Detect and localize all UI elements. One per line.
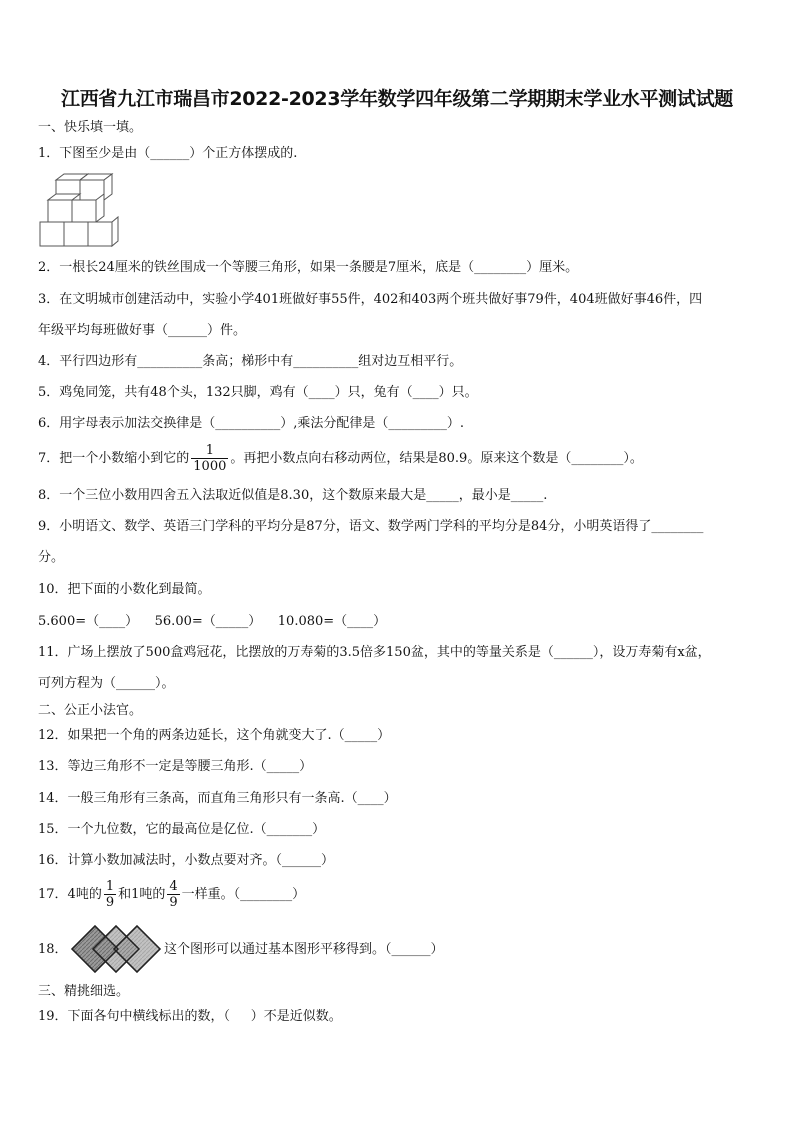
question-12: 12．如果把一个角的两条边延长，这个角就变大了.（_____） — [38, 728, 391, 743]
question-18-text: 这个图形可以通过基本图形平移得到。（______） — [164, 942, 444, 957]
fraction-numerator: 1 — [105, 879, 115, 894]
fraction-denominator: 9 — [105, 895, 115, 910]
question-16: 16．计算小数加减法时，小数点要对齐。（______） — [38, 853, 335, 868]
fraction-one-ninth — [104, 879, 116, 910]
question-18-number: 18． — [38, 942, 68, 957]
page-title: 江西省九江市瑞昌市2022-2023学年数学四年级第二学期期末学业水平测试试题 — [61, 88, 733, 110]
fraction-denominator: 9 — [169, 895, 178, 910]
question-9-line-2: 分。 — [38, 550, 65, 565]
question-15: 15．一个九位数，它的最高位是亿位.（_______） — [38, 822, 326, 837]
fraction-four-ninths — [167, 879, 179, 910]
section-heading-1: 一、快乐填一填。 — [38, 120, 143, 135]
question-19: 19．下面各句中横线标出的数，（ ）不是近似数。 — [38, 1009, 342, 1024]
question-17-middle: 和1吨的 — [118, 887, 166, 902]
question-6: 6．用字母表示加法交换律是（__________）,乘法分配律是（_________）. — [38, 416, 465, 431]
question-10: 10．把下面的小数化到最简。 — [38, 582, 211, 597]
fraction-numerator: 4 — [169, 879, 178, 894]
section-heading-2: 二、公正小法官。 — [38, 703, 143, 718]
question-3-line-2: 年级平均每班做好事（______）件。 — [38, 323, 247, 338]
question-3-line-1: 3．在文明城市创建活动中，实验小学401班做好事55件，402和403两个班共做好事79件，404班做好事46件，四 — [38, 292, 703, 307]
fraction-one-thousandth — [191, 443, 228, 474]
fraction-denominator: 1000 — [193, 459, 227, 474]
question-17 — [38, 876, 305, 914]
question-14: 14．一般三角形有三条高，而直角三角形只有一条高.（____） — [38, 791, 397, 806]
section-heading-3: 三、精挑细选。 — [38, 984, 130, 999]
question-7 — [38, 440, 643, 478]
question-7-suffix: 。再把小数点向右移动两位，结果是80.9。原来这个数是（________）。 — [230, 451, 643, 466]
question-8: 8．一个三位小数用四舍五入法取近似值是8.30，这个数原来最大是_____，最小是_____. — [38, 488, 548, 503]
question-1: 1．下图至少是由（______）个正方体摆成的. — [38, 146, 298, 161]
question-4: 4．平行四边形有__________条高；梯形中有__________组对边互相平行。 — [38, 354, 463, 369]
cube-stack-figure — [38, 170, 120, 250]
question-7-prefix: 7．把一个小数缩小到它的 — [38, 451, 190, 466]
question-13: 13．等边三角形不一定是等腰三角形.（_____） — [38, 759, 313, 774]
question-17-suffix: 一样重。（________） — [181, 887, 306, 902]
fraction-numerator: 1 — [191, 443, 228, 459]
question-2: 2．一根长24厘米的铁丝围成一个等腰三角形，如果一条腰是7厘米，底是（________）厘米。 — [38, 260, 579, 275]
question-10-items: 5.600=（____） 56.00=（_____） 10.080=（____） — [38, 614, 387, 629]
question-11-line-1: 11．广场上摆放了500盒鸡冠花，比摆放的万寿菊的3.5倍多150盆，其中的等量关系是（______），设万寿菊有x盆， — [38, 645, 711, 660]
question-11-line-2: 可列方程为（______）。 — [38, 676, 175, 691]
question-17-prefix: 17．4吨的 — [38, 887, 102, 902]
question-5: 5．鸡兔同笼，共有48个头，132只脚，鸡有（____）只，兔有（____）只。 — [38, 385, 478, 400]
question-9-line-1: 9．小明语文、数学、英语三门学科的平均分是87分，语文、数学两门学科的平均分是84分，小明英语得了________ — [38, 519, 704, 534]
diamond-pattern-figure — [70, 922, 162, 976]
